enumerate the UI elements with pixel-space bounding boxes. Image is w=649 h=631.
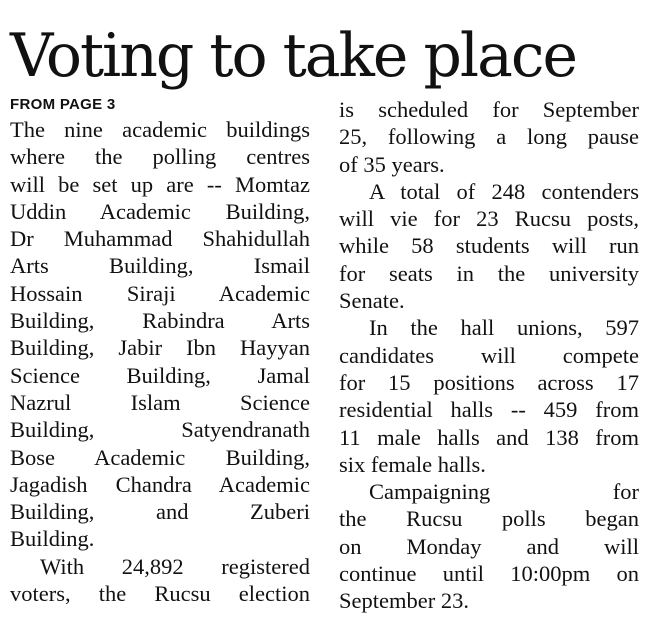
article-line: Building, Rabindra Arts [10, 308, 310, 334]
article-line: will vie for 23 Rucsu posts, [339, 206, 639, 232]
article-line: Campaigning for [369, 479, 639, 505]
article-line: will be set up are -- Momtaz [10, 171, 310, 197]
left-column-body [10, 116, 310, 607]
article-line: voters, the Rucsu election [10, 581, 310, 607]
headline: Voting to take place [10, 21, 576, 91]
article-line: is scheduled for September [339, 97, 639, 122]
article-line: for 15 positions across 17 [339, 369, 639, 395]
article-line: Building, Satyendranath [10, 417, 310, 443]
article-line: September 23. [339, 588, 469, 614]
article-line: for seats in the university [339, 260, 639, 286]
article-line: Science Building, Jamal [10, 362, 310, 388]
article-line: Jagadish Chandra Academic [10, 471, 310, 497]
article-line: Uddin Academic Building, [10, 198, 310, 224]
article-line: The nine academic buildings [10, 117, 310, 142]
article-line: In the hall unions, 597 [369, 315, 639, 341]
article-line: of 35 years. [339, 151, 445, 177]
kicker: FROM PAGE 3 [10, 96, 116, 113]
article-line: Building, and Zuberi [10, 499, 310, 525]
article-line: while 58 students will run [339, 233, 639, 259]
article-line: where the polling centres [10, 144, 310, 170]
right-column-body [339, 96, 639, 615]
article-line: Building, Jabir Ibn Hayyan [10, 335, 310, 361]
right-column [339, 96, 639, 615]
article-line: Dr Muhammad Shahidullah [10, 226, 310, 252]
article-line: A total of 248 contenders [369, 178, 639, 204]
article-line: 25, following a long pause [339, 124, 639, 150]
article-line: candidates will compete [339, 342, 639, 368]
article-line: With 24,892 registered [40, 553, 310, 579]
article-line: Arts Building, Ismail [10, 253, 310, 279]
article-line: six female halls. [339, 451, 486, 477]
article-line: 11 male halls and 138 from [339, 424, 639, 450]
article-line: Hossain Siraji Academic [10, 280, 310, 306]
article-line: the Rucsu polls began [339, 506, 639, 532]
article-line: residential halls -- 459 from [339, 397, 639, 423]
article-line: Nazrul Islam Science [10, 389, 310, 415]
left-column [10, 96, 310, 607]
article-line: Senate. [339, 288, 405, 314]
article-line: Building. [10, 526, 95, 552]
article-line: Bose Academic Building, [10, 444, 310, 470]
article-line: continue until 10:00pm on [339, 561, 639, 587]
article-line: on Monday and will [339, 533, 639, 559]
